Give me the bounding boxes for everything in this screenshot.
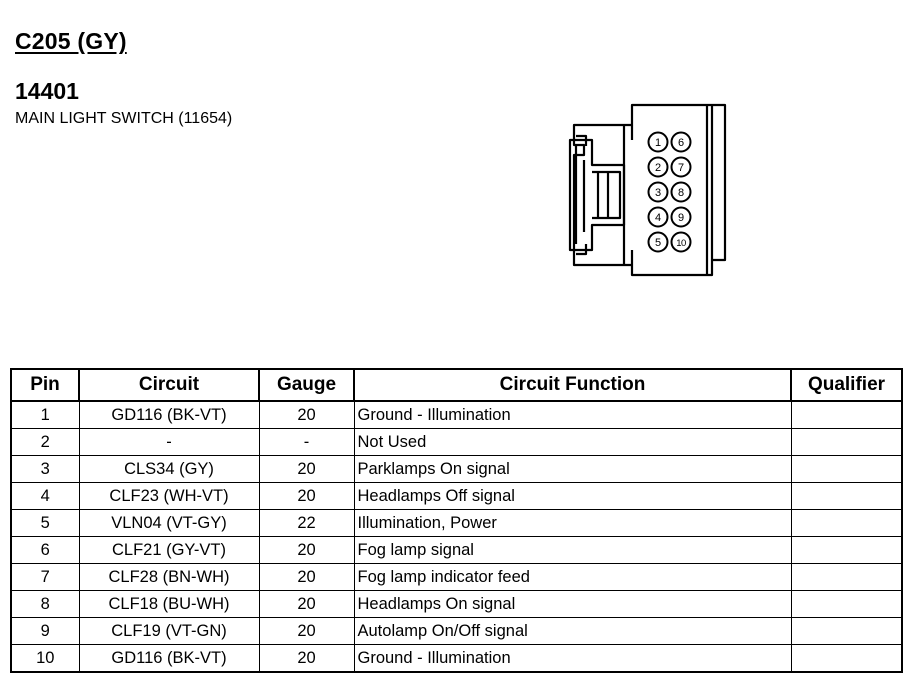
- qualifier-cell: [791, 429, 902, 456]
- circuit-cell: GD116 (BK-VT): [79, 645, 259, 673]
- pin-label: 3: [654, 187, 662, 199]
- qualifier-cell: [791, 618, 902, 645]
- table-row: [11, 429, 902, 456]
- circuit-cell: CLF23 (WH-VT): [79, 483, 259, 510]
- circuit-cell: VLN04 (VT-GY): [79, 510, 259, 537]
- pin-label: 1: [654, 137, 662, 149]
- circuit-cell: CLF28 (BN-WH): [79, 564, 259, 591]
- qualifier-cell: [791, 510, 902, 537]
- table-row: [11, 591, 902, 618]
- pin-label: 5: [654, 237, 662, 249]
- circuit-cell: CLF19 (VT-GN): [79, 618, 259, 645]
- pin-cavity-group: [649, 133, 691, 252]
- circuit-cell: CLF21 (GY-VT): [79, 537, 259, 564]
- gauge-cell: 20: [259, 591, 354, 618]
- table-header-row: [11, 369, 902, 401]
- connector-face-diagram: [562, 100, 742, 282]
- function-cell: Illumination, Power: [354, 510, 791, 537]
- function-cell: Autolamp On/Off signal: [354, 618, 791, 645]
- qualifier-cell: [791, 401, 902, 429]
- table-row: [11, 456, 902, 483]
- pin-cell: 5: [11, 510, 79, 537]
- function-cell: Ground - Illumination: [354, 401, 791, 429]
- pinout-table: [10, 368, 903, 673]
- gauge-cell: 20: [259, 456, 354, 483]
- pin-label: 6: [677, 137, 685, 149]
- pin-cell: 1: [11, 401, 79, 429]
- gauge-cell: 22: [259, 510, 354, 537]
- column-header-pin: Pin: [11, 369, 79, 401]
- part-number: 14401: [15, 78, 79, 104]
- function-cell: Ground - Illumination: [354, 645, 791, 673]
- qualifier-cell: [791, 456, 902, 483]
- pin-label: 7: [677, 162, 685, 174]
- table-row: [11, 401, 902, 429]
- pin-label: 2: [654, 162, 662, 174]
- qualifier-cell: [791, 645, 902, 673]
- pin-label: 10: [676, 238, 686, 249]
- qualifier-cell: [791, 564, 902, 591]
- pin-cell: 6: [11, 537, 79, 564]
- table-row: [11, 618, 902, 645]
- circuit-cell: CLF18 (BU-WH): [79, 591, 259, 618]
- column-header-gauge: Gauge: [259, 369, 354, 401]
- gauge-cell: -: [259, 429, 354, 456]
- circuit-cell: CLS34 (GY): [79, 456, 259, 483]
- gauge-cell: 20: [259, 537, 354, 564]
- qualifier-cell: [791, 483, 902, 510]
- table-row: [11, 564, 902, 591]
- pin-cell: 2: [11, 429, 79, 456]
- circuit-cell: GD116 (BK-VT): [79, 401, 259, 429]
- pin-cell: 4: [11, 483, 79, 510]
- pin-label: 9: [677, 212, 685, 224]
- gauge-cell: 20: [259, 483, 354, 510]
- function-cell: Headlamps Off signal: [354, 483, 791, 510]
- pin-cell: 10: [11, 645, 79, 673]
- column-header-circuit: Circuit: [79, 369, 259, 401]
- gauge-cell: 20: [259, 564, 354, 591]
- pin-cell: 7: [11, 564, 79, 591]
- circuit-cell: -: [79, 429, 259, 456]
- table-row: [11, 510, 902, 537]
- function-cell: Parklamps On signal: [354, 456, 791, 483]
- table-row: [11, 483, 902, 510]
- table-row: [11, 537, 902, 564]
- component-name: MAIN LIGHT SWITCH (11654): [15, 110, 233, 127]
- column-header-function: Circuit Function: [354, 369, 791, 401]
- pin-cell: 3: [11, 456, 79, 483]
- gauge-cell: 20: [259, 645, 354, 673]
- pin-cell: 8: [11, 591, 79, 618]
- function-cell: Fog lamp indicator feed: [354, 564, 791, 591]
- pin-label: 8: [677, 187, 685, 199]
- qualifier-cell: [791, 591, 902, 618]
- function-cell: Fog lamp signal: [354, 537, 791, 564]
- qualifier-cell: [791, 537, 902, 564]
- column-header-qualifier: Qualifier: [791, 369, 902, 401]
- gauge-cell: 20: [259, 401, 354, 429]
- pin-cell: 9: [11, 618, 79, 645]
- table-row: [11, 645, 902, 673]
- function-cell: Headlamps On signal: [354, 591, 791, 618]
- connector-id: C205 (GY): [15, 28, 127, 54]
- function-cell: Not Used: [354, 429, 791, 456]
- pin-label: 4: [654, 212, 662, 224]
- gauge-cell: 20: [259, 618, 354, 645]
